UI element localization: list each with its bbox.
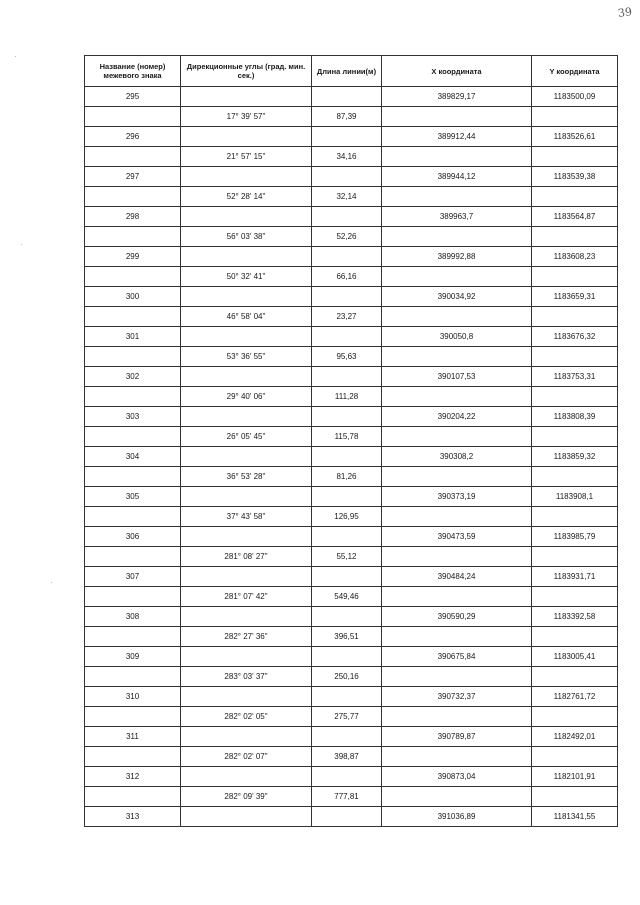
y-coordinate-cell: 1183985,79 bbox=[532, 527, 618, 547]
table-row bbox=[85, 347, 618, 367]
empty-cell bbox=[382, 747, 532, 767]
table-row bbox=[85, 567, 618, 587]
direction-angle-cell: 52° 28' 14" bbox=[181, 187, 312, 207]
empty-cell bbox=[312, 687, 382, 707]
empty-cell bbox=[532, 707, 618, 727]
point-name-cell: 303 bbox=[85, 407, 181, 427]
table-row bbox=[85, 787, 618, 807]
header-x-coordinate: X координата bbox=[382, 56, 532, 87]
empty-cell bbox=[85, 667, 181, 687]
line-length-cell: 398,87 bbox=[312, 747, 382, 767]
direction-angle-cell: 17° 39' 57" bbox=[181, 107, 312, 127]
y-coordinate-cell: 1183676,32 bbox=[532, 327, 618, 347]
empty-cell bbox=[382, 227, 532, 247]
point-name-cell: 307 bbox=[85, 567, 181, 587]
y-coordinate-cell: 1183659,31 bbox=[532, 287, 618, 307]
y-coordinate-cell: 1183859,32 bbox=[532, 447, 618, 467]
point-name-cell: 309 bbox=[85, 647, 181, 667]
empty-cell bbox=[382, 107, 532, 127]
empty-cell bbox=[532, 187, 618, 207]
empty-cell bbox=[532, 507, 618, 527]
line-length-cell: 549,46 bbox=[312, 587, 382, 607]
y-coordinate-cell: 1183808,39 bbox=[532, 407, 618, 427]
table-row bbox=[85, 367, 618, 387]
direction-angle-cell: 50° 32' 41" bbox=[181, 267, 312, 287]
line-length-cell: 87,39 bbox=[312, 107, 382, 127]
table-row bbox=[85, 807, 618, 827]
empty-cell bbox=[382, 587, 532, 607]
x-coordinate-cell: 390873,04 bbox=[382, 767, 532, 787]
y-coordinate-cell: 1182761,72 bbox=[532, 687, 618, 707]
empty-cell bbox=[382, 307, 532, 327]
table-row bbox=[85, 187, 618, 207]
point-name-cell: 313 bbox=[85, 807, 181, 827]
empty-cell bbox=[85, 707, 181, 727]
header-y-coordinate: Y координата bbox=[532, 56, 618, 87]
empty-cell bbox=[532, 347, 618, 367]
line-length-cell: 275,77 bbox=[312, 707, 382, 727]
x-coordinate-cell: 390675,84 bbox=[382, 647, 532, 667]
table-row bbox=[85, 87, 618, 107]
line-length-cell: 32,14 bbox=[312, 187, 382, 207]
table-header-row bbox=[85, 56, 618, 87]
empty-cell bbox=[532, 147, 618, 167]
empty-cell bbox=[85, 187, 181, 207]
empty-cell bbox=[382, 627, 532, 647]
empty-cell bbox=[181, 727, 312, 747]
empty-cell bbox=[85, 507, 181, 527]
empty-cell bbox=[85, 147, 181, 167]
x-coordinate-cell: 390204,22 bbox=[382, 407, 532, 427]
empty-cell bbox=[181, 167, 312, 187]
x-coordinate-cell: 390373,19 bbox=[382, 487, 532, 507]
y-coordinate-cell: 1183564,87 bbox=[532, 207, 618, 227]
table-row bbox=[85, 447, 618, 467]
direction-angle-cell: 53° 36' 55" bbox=[181, 347, 312, 367]
table-row bbox=[85, 427, 618, 447]
table-row bbox=[85, 607, 618, 627]
y-coordinate-cell: 1183526,61 bbox=[532, 127, 618, 147]
empty-cell bbox=[532, 787, 618, 807]
empty-cell bbox=[181, 447, 312, 467]
header-direction-angle: Дирекционные углы (град. мин. сек.) bbox=[181, 56, 312, 87]
empty-cell bbox=[382, 547, 532, 567]
x-coordinate-cell: 390484,24 bbox=[382, 567, 532, 587]
table-row bbox=[85, 387, 618, 407]
y-coordinate-cell: 1183753,31 bbox=[532, 367, 618, 387]
table-row bbox=[85, 207, 618, 227]
x-coordinate-cell: 390034,92 bbox=[382, 287, 532, 307]
x-coordinate-cell: 390590,29 bbox=[382, 607, 532, 627]
table-row bbox=[85, 727, 618, 747]
empty-cell bbox=[85, 107, 181, 127]
x-coordinate-cell: 390107,53 bbox=[382, 367, 532, 387]
empty-cell bbox=[532, 667, 618, 687]
point-name-cell: 299 bbox=[85, 247, 181, 267]
direction-angle-cell: 21° 57' 15" bbox=[181, 147, 312, 167]
empty-cell bbox=[532, 307, 618, 327]
table-row bbox=[85, 747, 618, 767]
empty-cell bbox=[382, 507, 532, 527]
point-name-cell: 296 bbox=[85, 127, 181, 147]
direction-angle-cell: 56° 03' 38" bbox=[181, 227, 312, 247]
empty-cell bbox=[382, 387, 532, 407]
table-row bbox=[85, 667, 618, 687]
empty-cell bbox=[181, 87, 312, 107]
empty-cell bbox=[532, 547, 618, 567]
table-row bbox=[85, 147, 618, 167]
point-name-cell: 312 bbox=[85, 767, 181, 787]
empty-cell bbox=[181, 567, 312, 587]
line-length-cell: 777,81 bbox=[312, 787, 382, 807]
table-row bbox=[85, 127, 618, 147]
point-name-cell: 306 bbox=[85, 527, 181, 547]
point-name-cell: 295 bbox=[85, 87, 181, 107]
direction-angle-cell: 29° 40' 06" bbox=[181, 387, 312, 407]
empty-cell bbox=[85, 467, 181, 487]
empty-cell bbox=[85, 427, 181, 447]
empty-cell bbox=[532, 627, 618, 647]
empty-cell bbox=[532, 107, 618, 127]
table-row bbox=[85, 407, 618, 427]
empty-cell bbox=[312, 327, 382, 347]
empty-cell bbox=[312, 407, 382, 427]
empty-cell bbox=[312, 207, 382, 227]
page-number-mark: 39 bbox=[617, 5, 633, 20]
empty-cell bbox=[312, 567, 382, 587]
y-coordinate-cell: 1183908,1 bbox=[532, 487, 618, 507]
empty-cell bbox=[181, 127, 312, 147]
direction-angle-cell: 282° 27' 36" bbox=[181, 627, 312, 647]
empty-cell bbox=[312, 447, 382, 467]
empty-cell bbox=[382, 347, 532, 367]
empty-cell bbox=[312, 527, 382, 547]
empty-cell bbox=[181, 247, 312, 267]
y-coordinate-cell: 1181341,55 bbox=[532, 807, 618, 827]
empty-cell bbox=[382, 147, 532, 167]
empty-cell bbox=[382, 267, 532, 287]
empty-cell bbox=[85, 747, 181, 767]
empty-cell bbox=[181, 287, 312, 307]
x-coordinate-cell: 391036,89 bbox=[382, 807, 532, 827]
direction-angle-cell: 26° 05' 45" bbox=[181, 427, 312, 447]
table-row bbox=[85, 227, 618, 247]
point-name-cell: 300 bbox=[85, 287, 181, 307]
scan-speck: · bbox=[20, 240, 23, 249]
empty-cell bbox=[532, 267, 618, 287]
table-body bbox=[85, 87, 618, 827]
line-length-cell: 81,26 bbox=[312, 467, 382, 487]
line-length-cell: 34,16 bbox=[312, 147, 382, 167]
x-coordinate-cell: 389963,7 bbox=[382, 207, 532, 227]
scan-speck: · bbox=[50, 578, 53, 587]
empty-cell bbox=[181, 607, 312, 627]
empty-cell bbox=[382, 187, 532, 207]
line-length-cell: 52,26 bbox=[312, 227, 382, 247]
table-row bbox=[85, 107, 618, 127]
point-name-cell: 305 bbox=[85, 487, 181, 507]
empty-cell bbox=[181, 327, 312, 347]
direction-angle-cell: 36° 53' 28" bbox=[181, 467, 312, 487]
header-point-name: Название (номер) межевого знака bbox=[85, 56, 181, 87]
empty-cell bbox=[85, 587, 181, 607]
header-line-length: Длина линии(м) bbox=[312, 56, 382, 87]
direction-angle-cell: 282° 02' 07" bbox=[181, 747, 312, 767]
direction-angle-cell: 281° 08' 27" bbox=[181, 547, 312, 567]
table-row bbox=[85, 267, 618, 287]
point-name-cell: 298 bbox=[85, 207, 181, 227]
point-name-cell: 301 bbox=[85, 327, 181, 347]
empty-cell bbox=[312, 367, 382, 387]
table-row bbox=[85, 467, 618, 487]
x-coordinate-cell: 390473,59 bbox=[382, 527, 532, 547]
y-coordinate-cell: 1182492,01 bbox=[532, 727, 618, 747]
empty-cell bbox=[382, 787, 532, 807]
direction-angle-cell: 281° 07' 42" bbox=[181, 587, 312, 607]
line-length-cell: 126,95 bbox=[312, 507, 382, 527]
empty-cell bbox=[532, 467, 618, 487]
empty-cell bbox=[532, 587, 618, 607]
empty-cell bbox=[181, 807, 312, 827]
empty-cell bbox=[382, 467, 532, 487]
empty-cell bbox=[532, 747, 618, 767]
empty-cell bbox=[85, 387, 181, 407]
direction-angle-cell: 282° 09' 39" bbox=[181, 787, 312, 807]
empty-cell bbox=[382, 667, 532, 687]
empty-cell bbox=[181, 687, 312, 707]
table-row bbox=[85, 627, 618, 647]
direction-angle-cell: 37° 43' 58" bbox=[181, 507, 312, 527]
x-coordinate-cell: 390789,87 bbox=[382, 727, 532, 747]
empty-cell bbox=[85, 347, 181, 367]
y-coordinate-cell: 1183931,71 bbox=[532, 567, 618, 587]
line-length-cell: 111,28 bbox=[312, 387, 382, 407]
table-row bbox=[85, 647, 618, 667]
empty-cell bbox=[312, 167, 382, 187]
empty-cell bbox=[85, 787, 181, 807]
table-row bbox=[85, 707, 618, 727]
scan-speck: · bbox=[14, 52, 17, 61]
line-length-cell: 55,12 bbox=[312, 547, 382, 567]
point-name-cell: 302 bbox=[85, 367, 181, 387]
y-coordinate-cell: 1183608,23 bbox=[532, 247, 618, 267]
x-coordinate-cell: 389912,44 bbox=[382, 127, 532, 147]
direction-angle-cell: 283° 03' 37" bbox=[181, 667, 312, 687]
point-name-cell: 304 bbox=[85, 447, 181, 467]
table-row bbox=[85, 527, 618, 547]
empty-cell bbox=[312, 247, 382, 267]
empty-cell bbox=[312, 767, 382, 787]
x-coordinate-cell: 389992,88 bbox=[382, 247, 532, 267]
table-row bbox=[85, 307, 618, 327]
empty-cell bbox=[312, 727, 382, 747]
empty-cell bbox=[312, 127, 382, 147]
y-coordinate-cell: 1183500,09 bbox=[532, 87, 618, 107]
x-coordinate-cell: 389944,12 bbox=[382, 167, 532, 187]
empty-cell bbox=[312, 647, 382, 667]
direction-angle-cell: 46° 58' 04" bbox=[181, 307, 312, 327]
y-coordinate-cell: 1183392,58 bbox=[532, 607, 618, 627]
direction-angle-cell: 282° 02' 05" bbox=[181, 707, 312, 727]
boundary-points-table bbox=[84, 55, 618, 827]
table-row bbox=[85, 587, 618, 607]
empty-cell bbox=[532, 387, 618, 407]
table-row bbox=[85, 287, 618, 307]
point-name-cell: 311 bbox=[85, 727, 181, 747]
table-row bbox=[85, 487, 618, 507]
point-name-cell: 308 bbox=[85, 607, 181, 627]
empty-cell bbox=[181, 647, 312, 667]
empty-cell bbox=[312, 807, 382, 827]
table-row bbox=[85, 687, 618, 707]
table-row bbox=[85, 547, 618, 567]
line-length-cell: 66,16 bbox=[312, 267, 382, 287]
empty-cell bbox=[181, 207, 312, 227]
empty-cell bbox=[532, 427, 618, 447]
table-row bbox=[85, 167, 618, 187]
table-row bbox=[85, 327, 618, 347]
line-length-cell: 115,78 bbox=[312, 427, 382, 447]
y-coordinate-cell: 1183005,41 bbox=[532, 647, 618, 667]
line-length-cell: 250,16 bbox=[312, 667, 382, 687]
table-row bbox=[85, 247, 618, 267]
empty-cell bbox=[181, 407, 312, 427]
x-coordinate-cell: 390732,37 bbox=[382, 687, 532, 707]
point-name-cell: 310 bbox=[85, 687, 181, 707]
line-length-cell: 396,51 bbox=[312, 627, 382, 647]
empty-cell bbox=[181, 527, 312, 547]
empty-cell bbox=[181, 487, 312, 507]
table-row bbox=[85, 507, 618, 527]
empty-cell bbox=[312, 487, 382, 507]
empty-cell bbox=[312, 607, 382, 627]
empty-cell bbox=[181, 767, 312, 787]
y-coordinate-cell: 1183539,38 bbox=[532, 167, 618, 187]
line-length-cell: 23,27 bbox=[312, 307, 382, 327]
empty-cell bbox=[85, 267, 181, 287]
line-length-cell: 95,63 bbox=[312, 347, 382, 367]
empty-cell bbox=[532, 227, 618, 247]
empty-cell bbox=[85, 307, 181, 327]
empty-cell bbox=[85, 227, 181, 247]
empty-cell bbox=[382, 427, 532, 447]
table-row bbox=[85, 767, 618, 787]
empty-cell bbox=[181, 367, 312, 387]
y-coordinate-cell: 1182101,91 bbox=[532, 767, 618, 787]
empty-cell bbox=[85, 627, 181, 647]
point-name-cell: 297 bbox=[85, 167, 181, 187]
empty-cell bbox=[312, 87, 382, 107]
x-coordinate-cell: 390050,8 bbox=[382, 327, 532, 347]
empty-cell bbox=[312, 287, 382, 307]
x-coordinate-cell: 389829,17 bbox=[382, 87, 532, 107]
empty-cell bbox=[382, 707, 532, 727]
x-coordinate-cell: 390308,2 bbox=[382, 447, 532, 467]
empty-cell bbox=[85, 547, 181, 567]
